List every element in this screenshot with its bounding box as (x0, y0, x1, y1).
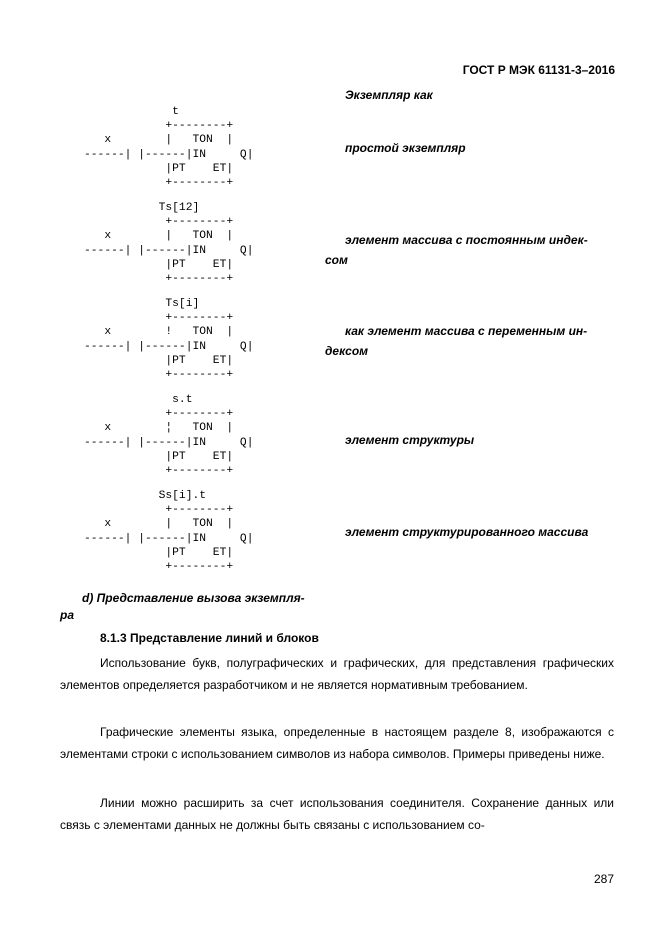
diagram-structured-array: Ss[i].t +--------+ x | TON | ------| |------|IN Q| |PT ET| +--------+ (84, 490, 254, 574)
diagram-structure-element: s.t +--------+ x ¦ TON | ------| |------|IN Q| |PT ET| +--------+ (84, 394, 254, 478)
caption-line-1: d) Представление вызова экземпля- (82, 591, 305, 605)
desc-line-1: элемент структурированного массива (345, 525, 589, 539)
desc-array-var-index (325, 321, 588, 361)
desc-structured-array (345, 522, 588, 542)
page-number: 287 (593, 872, 614, 886)
caption-line-2: ра (60, 608, 75, 622)
desc-line-2: сом (325, 253, 348, 267)
diagram-array-const-index: Ts[12] +--------+ x | TON | ------| |------|IN Q| |PT ET| +--------+ (84, 202, 254, 286)
paragraph-2: Графические элементы языка, определенные в настоящем разделе 8, изображаются с элементами строки с использованием символов из набора символов. Примеры приведены ниже. (60, 725, 614, 761)
paragraph-1: Использование букв, полуграфических и графических, для представления графических элементов определяется разработчиком и не является нормативным требованием. (60, 656, 614, 692)
figure-caption (60, 590, 320, 624)
desc-line-1: простой экземпляр (345, 141, 466, 155)
paragraph-3: Линии можно расширить за счет использования соединителя. Сохранение данных или связь с элементами данных не должны быть связаны с использованием со- (60, 796, 614, 832)
desc-array-const-index (325, 230, 588, 270)
diagram-simple-instance: t +--------+ x | TON | ------| |------|IN Q| |PT ET| +--------+ (84, 106, 254, 190)
column-heading: Экземпляр как (345, 88, 433, 102)
desc-line-1: элемент структуры (345, 433, 475, 447)
desc-line-1: элемент массива с постоянным индек- (345, 233, 588, 247)
section-title: 8.1.3 Представление линий и блоков (100, 631, 319, 645)
desc-line-2: дексом (325, 344, 369, 358)
diagram-array-var-index: Ts[i] +--------+ x ! TON | ------| |------|IN Q| |PT ET| +--------+ (84, 298, 254, 382)
document-header: ГОСТ Р МЭК 61131-3–2016 (462, 63, 615, 77)
desc-simple-instance (345, 138, 466, 158)
desc-line-1: как элемент массива с переменным ин- (345, 324, 588, 338)
desc-structure-element (345, 430, 474, 450)
